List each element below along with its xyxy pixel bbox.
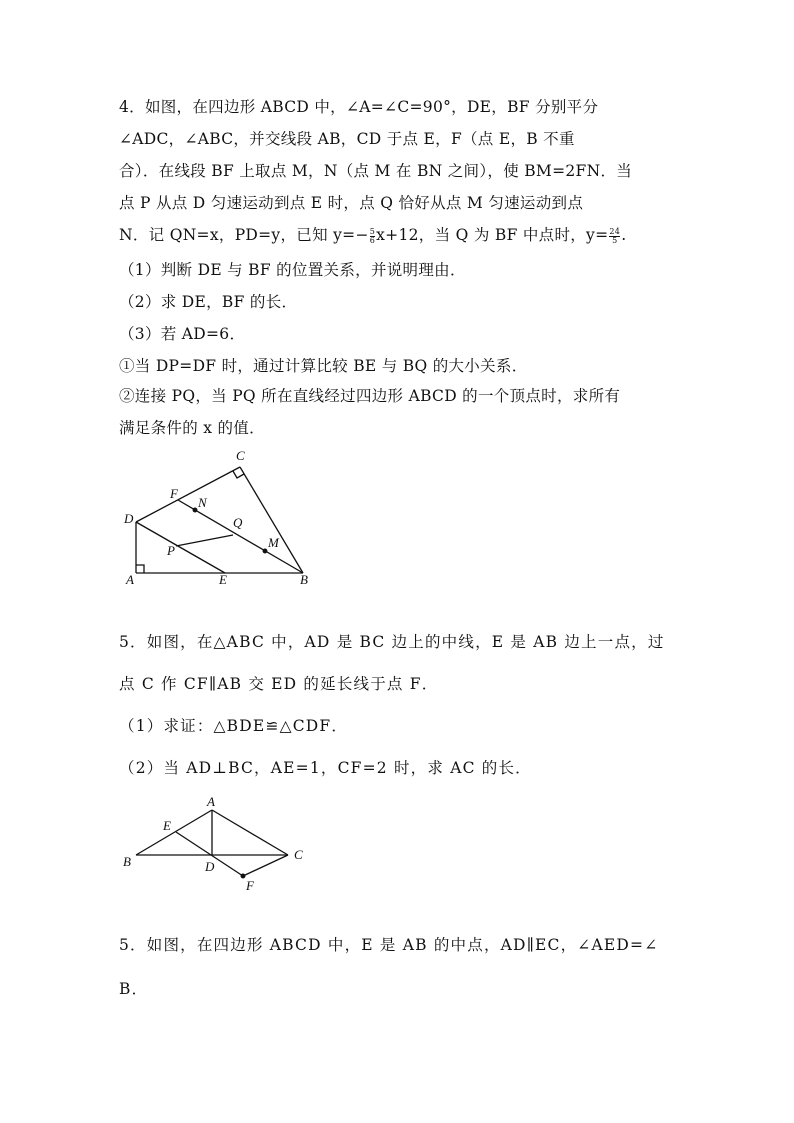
label-A: A: [207, 794, 215, 809]
q4-sub-1: ①当 DP=DF 时，通过计算比较 BE 与 BQ 的大小关系．: [119, 357, 528, 375]
q4-figure: [136, 467, 303, 573]
label-C: C: [236, 448, 245, 463]
label-F: F: [170, 486, 178, 501]
q4-sub-2a: ②连接 PQ，当 PQ 所在直线经过四边形 ABCD 的一个顶点时，求所有: [119, 387, 621, 405]
q4-line-5: N．记 QN=x，PD=y，已知 y=− $\frac{5}{6}$ x+12，当 Q 为 BF 中点时，y= $\frac{24}{5}$ .: [119, 226, 627, 245]
q5b-line-1: 5．如图，在四边形 ABCD 中，E 是 AB 的中点，AD∥EC，∠AED=∠: [119, 936, 659, 954]
label-C: C: [294, 847, 303, 862]
label-D: D: [124, 511, 134, 526]
q4-line-5-text-b: x+12，当 Q 为 BF 中点时，y=: [376, 226, 609, 244]
q5a-line-2: 点 C 作 CF∥AB 交 ED 的延长线于点 F．: [119, 675, 439, 693]
q4-part-2: （2）求 DE，BF 的长．: [119, 293, 298, 311]
q4-part-1: （1）判断 DE 与 BF 的位置关系，并说明理由．: [119, 261, 466, 279]
fraction-twentyfour-fifths: $\frac{24}{5}$: [609, 226, 621, 245]
q4-part-3: （3）若 AD=6．: [119, 325, 246, 343]
right-angle-A: [136, 565, 144, 573]
label-B: B: [300, 572, 308, 587]
q4-line-1: 4．如图，在四边形 ABCD 中，∠A=∠C=90°，DE，BF 分别平分: [119, 98, 599, 116]
label-M: M: [268, 535, 279, 550]
q4-line-3: 合）．在线段 BF 上取点 M，N（点 M 在 BN 之间），使 BM=2FN．当: [119, 162, 633, 180]
segment-AC: [212, 810, 288, 855]
label-A: A: [126, 572, 134, 587]
q5a-line-1: 5．如图，在△ABC 中，AD 是 BC 边上的中线，E 是 AB 边上一点，过: [119, 633, 665, 651]
label-P: P: [167, 543, 175, 558]
label-Q: Q: [233, 515, 243, 530]
q4-line-5-text-a: N．记 QN=x，PD=y，已知 y=−: [119, 226, 369, 244]
q5a-part-1: （1）求证：△BDE≌△CDF．: [119, 717, 349, 735]
point-M: [263, 549, 267, 553]
fraction-five-sixths: $\frac{5}{6}$: [369, 226, 376, 245]
label-F: F: [246, 878, 254, 893]
q4-line-4: 点 P 从点 D 匀速运动到点 E 时，点 Q 恰好从点 M 匀速运动到点: [119, 194, 584, 212]
q4-sub-2b: 满足条件的 x 的值．: [119, 419, 265, 437]
segment-DC: [136, 467, 240, 522]
label-E: E: [219, 572, 227, 587]
segment-CF: [243, 855, 288, 876]
segment-PQ: [176, 535, 233, 546]
q4-line-2: ∠ADC，∠ABC，并交线段 AB，CD 于点 E，F（点 E，B 不重: [119, 130, 575, 148]
point-N: [193, 508, 197, 512]
label-B: B: [123, 854, 131, 869]
q5b-line-2: B．: [119, 980, 149, 998]
segment-CB: [240, 467, 303, 573]
label-D: D: [205, 859, 215, 874]
q5a-part-2: （2）当 AD⊥BC，AE=1，CF=2 时，求 AC 的长．: [119, 759, 532, 777]
segment-DE: [136, 522, 225, 573]
point-F: [241, 874, 245, 878]
label-E: E: [163, 818, 171, 833]
label-N: N: [198, 495, 207, 510]
